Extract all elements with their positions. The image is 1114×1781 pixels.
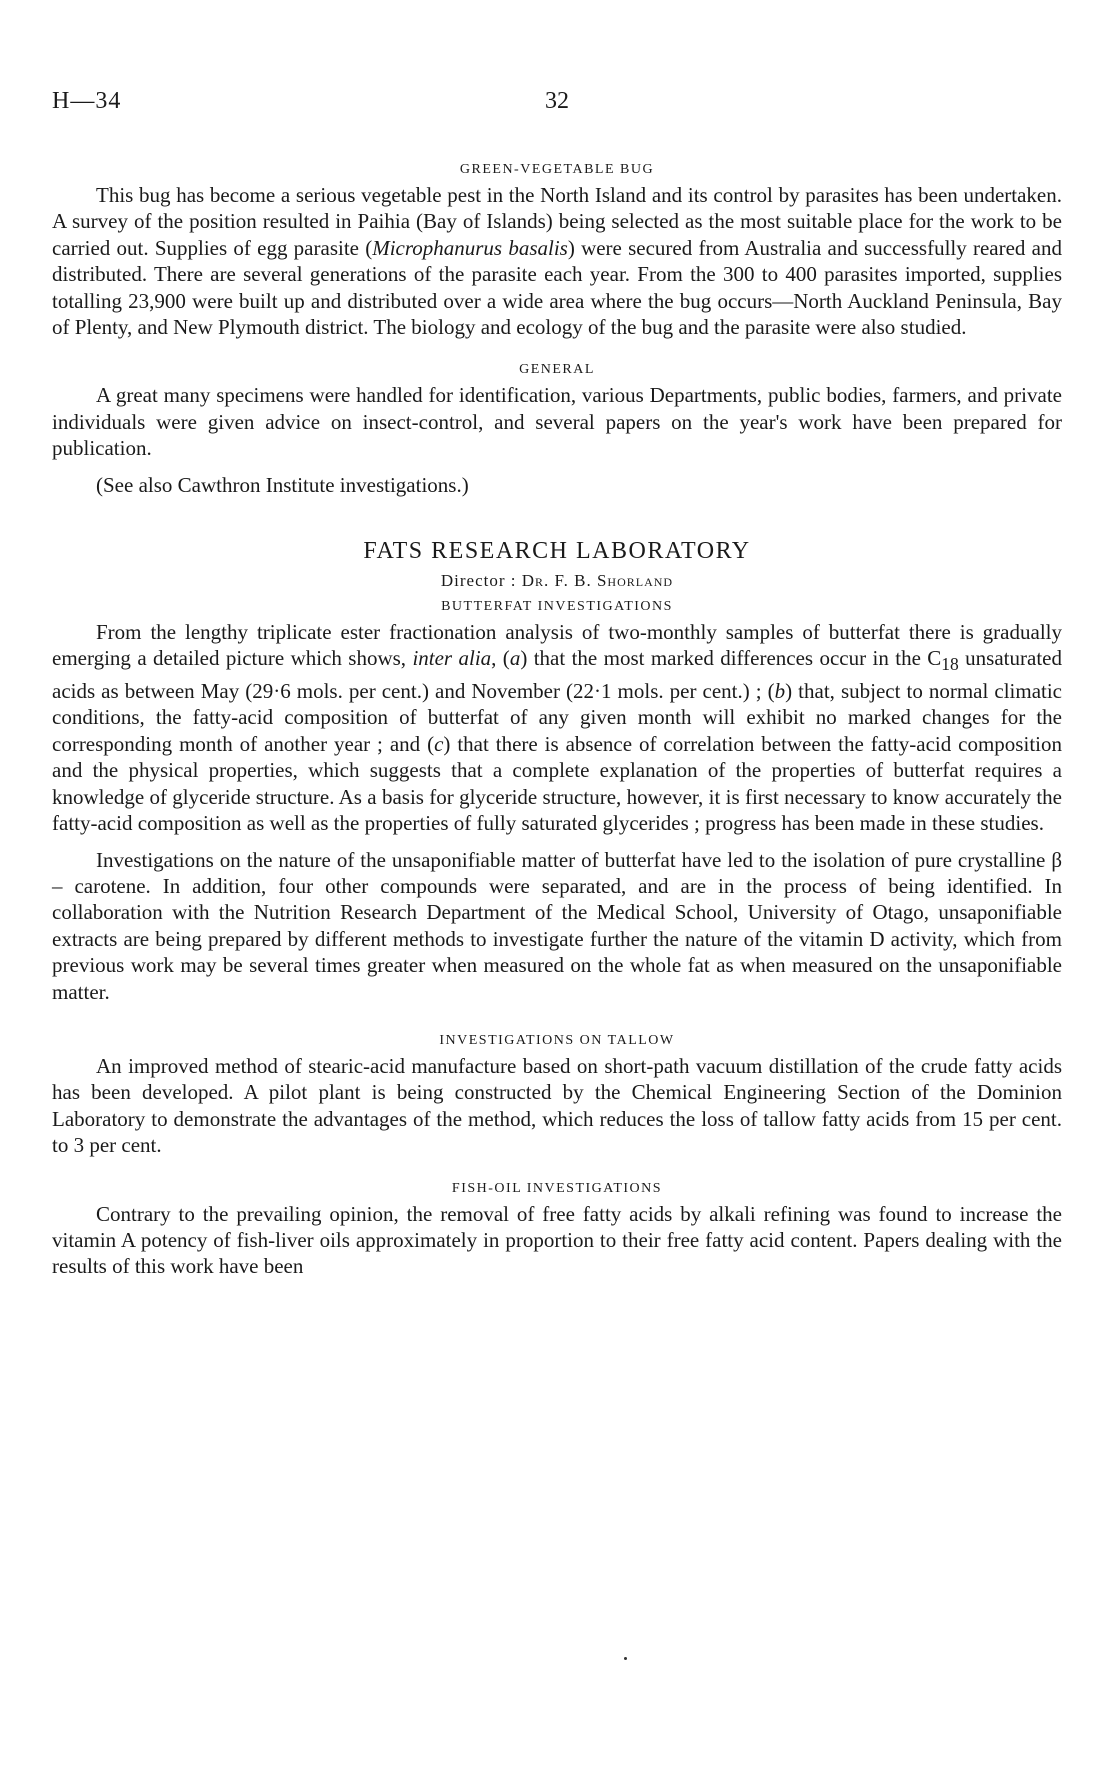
species-name: Microphanurus basalis xyxy=(372,235,568,260)
page-number: 32 xyxy=(545,88,569,114)
director-name: Dr. F. B. Shorland xyxy=(521,571,674,591)
paragraph: Contrary to the prevailing opinion, the removal of free fatty acids by alkali refining was found to increase the vitamin A potency of fish-liver oils approximately in proportion to their free fatty acid content. Papers dealing with the results of this work have been xyxy=(52,1201,1062,1279)
paragraph: (See also Cawthron Institute investigations.) xyxy=(96,472,469,497)
list-marker: c xyxy=(434,731,444,756)
page-header xyxy=(52,88,1062,120)
text-run: From the lengthy triplicate ester fractionation analysis of two-monthly samples of butterfat there is gradually emerging a detailed picture which shows, xyxy=(52,620,1062,671)
section-heading: INVESTIGATIONS ON TALLOW xyxy=(439,1032,675,1048)
latin-phrase: inter alia xyxy=(412,646,492,671)
major-heading: FATS RESEARCH LABORATORY xyxy=(363,538,751,565)
director-label: Director : xyxy=(440,571,517,591)
text-run: This bug has become a serious vegetable pest in the North Island and its control by parasites has been undertaken. A survey of the position resulted in Paihia (Bay of Islands) being selected as the most suitable place for the work to be carried out. Supplies of egg parasite ( xyxy=(52,183,1062,260)
text-run: ) were secured from Australia and successfully reared and distributed. There are several generations of the parasite each year. From the 300 to 400 parasites imported, supplies totalling 23,900 were built up and distributed over a wide area where the bug occurs—North Auckland Peninsula, Bay of Plenty, and New Plymouth district. The biology and ecology of the bug and the parasite were also studied. xyxy=(52,235,1062,340)
document-code: H—34 xyxy=(52,88,122,114)
ink-speck xyxy=(624,1657,627,1660)
text-run: ) that, subject to normal climatic conditions, the fatty-acid composition of butterfat of any given month will exhibit no marked changes for the corresponding month of another year ; and ( xyxy=(52,679,1063,756)
subsection-butterfat xyxy=(52,599,1062,1005)
director-line xyxy=(52,571,1062,591)
page-content xyxy=(52,162,1062,1280)
paragraph: Investigations on the nature of the unsaponifiable matter of butterfat have led to the isolation of pure crystalline β – carotene. In addition, four other compounds were separated, and are in the process of being identified. In collaboration with the Nutrition Research Department of the Medical School, University of Otago, unsaponifiable extracts are being prepared by different methods to investigate further the nature of the vitamin D activity, which from previous work may be several times greater when measured on the whole fat as when measured on the unsaponifiable matter. xyxy=(52,847,1062,1004)
list-marker: a xyxy=(509,646,521,671)
section-green-vegetable-bug xyxy=(52,162,1062,340)
text-run: unsaturated acids as between May (29·6 mols. per cent.) and November (22·1 mols. per cent.) ; ( xyxy=(52,646,1062,704)
text-run: ) that there is absence of correlation between the fatty-acid composition and the physical properties, which suggests that a complete explanation of the properties of butterfat requires a knowledge of glyceride structure. As a basis for glyceride structure, however, it is first necessary to know accurately the fatty-acid composition as well as the properties of fully saturated glycerides ; progress has been made in these studies. xyxy=(52,731,1062,836)
paragraph: A great many specimens were handled for identification, various Departments, public bodies, farmers, and private individuals were given advice on insect-control, and several papers on the year's work have been prepared for publication. xyxy=(52,383,1062,461)
section-heading: GENERAL xyxy=(519,362,595,378)
paragraph xyxy=(52,182,1062,340)
section-heading: FISH-OIL INVESTIGATIONS xyxy=(451,1180,663,1196)
subsection-fish-oil xyxy=(52,1181,1062,1280)
subscript: 18 xyxy=(941,654,959,675)
section-heading: GREEN-VEGETABLE BUG xyxy=(459,162,655,177)
text-run: ) that the most marked differences occur in the C xyxy=(520,646,942,671)
section-heading: BUTTERFAT INVESTIGATIONS xyxy=(441,599,673,615)
paragraph: An improved method of stearic-acid manufacture based on short-path vacuum distillation of the crude fatty acids has been developed. A pilot plant is being constructed by the Chemical Engineering Section of the Dominion Laboratory to demonstrate the advantages of the method, which reduces the loss of tallow fatty acids from 15 per cent. to 3 per cent. xyxy=(52,1053,1062,1158)
subsection-tallow xyxy=(52,1033,1062,1159)
list-marker: b xyxy=(774,679,786,704)
section-general xyxy=(52,362,1062,498)
text-run: , ( xyxy=(491,646,510,671)
paragraph xyxy=(52,619,1062,836)
section-fats-research-laboratory xyxy=(52,538,1062,1280)
